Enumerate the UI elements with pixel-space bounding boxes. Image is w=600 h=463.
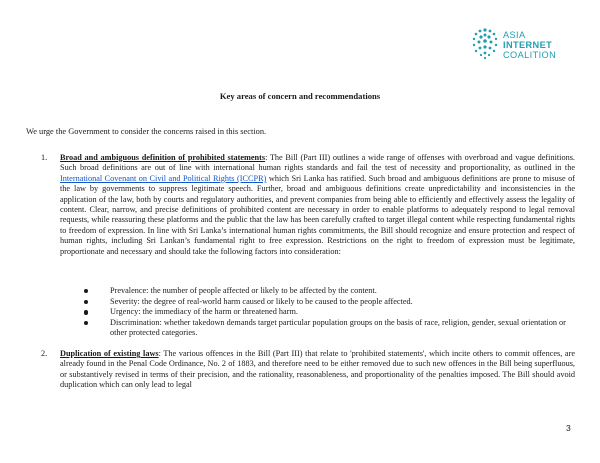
bullet-icon — [84, 310, 88, 314]
bullet-icon — [84, 289, 88, 293]
list-number: 1. — [41, 153, 48, 162]
intro-paragraph: We urge the Government to consider the concerns raised in this section. — [26, 127, 267, 136]
list-item-2 — [41, 349, 575, 391]
bullet-text: Urgency: the immediacy of the harm or threatened harm. — [110, 307, 298, 317]
item-label: Broad and ambiguous definition of prohibited statements — [60, 153, 266, 162]
list-item — [84, 318, 576, 339]
bullet-text: Discrimination: whether takedown demands target particular population groups on the basis of race, religion, gender, sexual orientation or other protected categories. — [110, 317, 566, 338]
logo-line-asia: ASIA — [503, 30, 526, 40]
list-item — [84, 286, 576, 297]
bullet-text: Severity: the degree of real-world harm caused or likely to be caused to the people affected. — [110, 296, 413, 306]
logo-wordmark — [503, 30, 556, 60]
section-heading: Key areas of concern and recommendations — [219, 91, 381, 101]
dotted-globe-icon — [470, 26, 500, 60]
logo-line-coalition: COALITION — [503, 50, 557, 60]
list-number: 2. — [41, 349, 48, 358]
list-item-1 — [41, 153, 575, 257]
item-text: : The Bill (Part III) outlines a wide range of offenses with overbroad and vague definitions. Such broad definitions are out of line with international human rights standards and fail the test of necessity and proportionality, as outlined in the — [60, 153, 575, 173]
list-item — [84, 297, 576, 308]
logo-line-internet: INTERNET — [503, 40, 553, 50]
bullet-icon — [84, 321, 88, 325]
item-label: Duplication of existing laws — [60, 349, 159, 358]
bullet-text: Prevalence: the number of people affected or likely to be affected by the content. — [110, 286, 377, 295]
factors-bullet-list — [84, 286, 576, 339]
list-item — [84, 307, 576, 318]
iccpr-link[interactable]: International Covenant on Civil and Political Rights (ICCPR) — [60, 173, 267, 183]
item-text-continued: which Sri Lanka has ratified. Such broad and ambiguous definitions are prone to misuse of the law by governments to suppress legitimate speech. Further, broad and ambiguous definitions create unpredictability and inconsistencies in the application of the law, both by courts and regulatory authorities, and prevent companies from being able to efficiently and effectively assess the legality of content. Clear, narrow, and precise definitions of prohibited content are necessary in order to enable platforms to adequately respond to legal removal requests, while reassuring these platforms and the public that the law has been carefully crafted to target illegal content while respecting fundamental rights to freedom of expression. In line with Sri Lanka’s international human rights commitments, the Bill should recognize and ensure protection and respect of human rights, including Sri Lankan’s fundamental right to free expression. Restrictions on the right to freedom of expression must be legitimate, proportionate and necessary and should take the following factors into consideration: — [60, 173, 575, 256]
item-text: : The various offences in the Bill (Part III) that relate to 'prohibited statements', which incite others to commit offences, are already found in the Penal Code Ordinance, No. 2 of 1883, and therefore need to be either removed due to such new offences in the Bill being superfluous, or substantively revised in terms of their precision, and the rationality, reasonableness, and proportionality of the penalties imposed. The Bill should avoid duplication which can only lead to legal — [60, 349, 575, 390]
page-number: 3 — [566, 423, 571, 433]
bullet-icon — [84, 300, 88, 304]
asia-internet-coalition-logo — [470, 26, 582, 66]
